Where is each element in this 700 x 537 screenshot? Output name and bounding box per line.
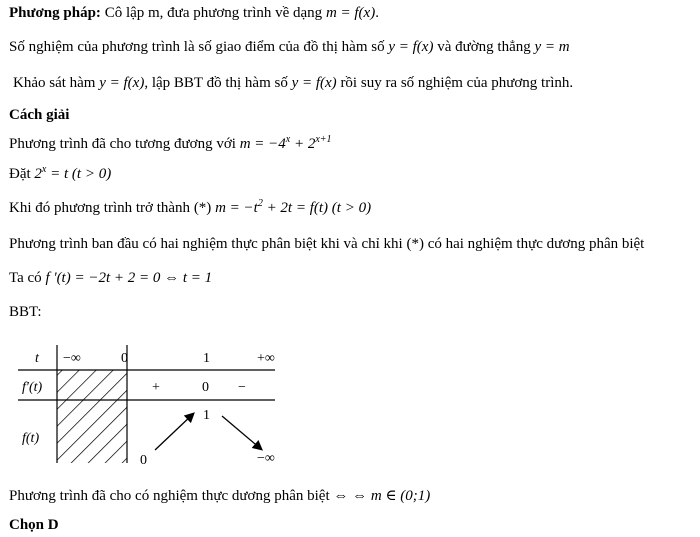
t-value-neg-inf: −∞ bbox=[63, 351, 81, 366]
equivalent-text: Phương trình đã cho tương đương với bbox=[9, 136, 240, 152]
becomes-math-a: m = −t bbox=[211, 200, 258, 216]
becomes-star: (*) bbox=[193, 200, 212, 216]
row-label-fprime: f′(t) bbox=[22, 380, 43, 395]
variation-table bbox=[0, 330, 700, 470]
f-value-zero: 0 bbox=[140, 453, 147, 468]
method-text: Cô lập m, đưa phương trình về dạng bbox=[100, 5, 326, 21]
equivalent-math-b: + 2 bbox=[290, 136, 316, 152]
t-value-zero: 0 bbox=[121, 351, 128, 366]
line-becomes bbox=[9, 198, 371, 218]
f-value-max: 1 bbox=[203, 408, 210, 423]
fprime-zero: 0 bbox=[202, 380, 209, 395]
line-intersections bbox=[9, 37, 570, 57]
equivalent-sup-a: x bbox=[285, 134, 291, 145]
becomes-sup-a: 2 bbox=[257, 198, 263, 209]
decreasing-arrow bbox=[222, 416, 261, 449]
survey-text2: , lập BBT đồ thị hàm số bbox=[144, 75, 292, 91]
f-value-neg-inf: −∞ bbox=[257, 451, 275, 466]
survey-text1: Khảo sát hàm bbox=[13, 75, 100, 91]
line-substitution bbox=[9, 164, 111, 184]
t-value-pos-inf: +∞ bbox=[257, 351, 275, 366]
conclusion-text: Phương trình đã cho có nghiệm thực dương phân biệt bbox=[9, 488, 334, 504]
line-condition bbox=[9, 234, 644, 254]
survey-math2: y = f(x) bbox=[291, 75, 337, 91]
conclusion-math: ⇔ ⇔ m ∈ (0;1) bbox=[333, 488, 431, 504]
intersections-mid: và đường thẳng bbox=[433, 39, 535, 55]
derivative-text: Ta có bbox=[9, 270, 46, 286]
method-label: Phương pháp: bbox=[9, 5, 101, 21]
becomes-text: Khi đó phương trình trở thành bbox=[9, 200, 194, 216]
substitution-math-b: = t (t > 0) bbox=[46, 166, 112, 182]
t-value-one: 1 bbox=[203, 351, 210, 366]
fprime-sign-minus: − bbox=[238, 380, 246, 395]
condition-text2: có hai nghiệm thực dương phân biệt bbox=[423, 236, 645, 252]
line-equivalent bbox=[9, 134, 332, 154]
line-method bbox=[9, 3, 379, 23]
increasing-arrow bbox=[155, 414, 193, 450]
solution-heading: Cách giải bbox=[9, 107, 70, 123]
becomes-math-b: + 2t = f(t) (t > 0) bbox=[262, 200, 372, 216]
derivative-math: f '(t) = −2t + 2 = 0 ⇔ t = 1 bbox=[45, 270, 213, 286]
hatched-region bbox=[57, 370, 127, 463]
row-label-t: t bbox=[35, 351, 39, 366]
intersections-text: Số nghiệm của phương trình là số giao điểm của đồ thị hàm số bbox=[9, 39, 389, 55]
line-survey bbox=[13, 73, 573, 93]
substitution-math-a: 2 bbox=[34, 166, 42, 182]
line-conclusion bbox=[9, 486, 430, 506]
substitution-text: Đặt bbox=[9, 166, 35, 182]
equivalent-sup-b: x+1 bbox=[315, 134, 332, 145]
line-derivative bbox=[9, 268, 212, 288]
survey-math1: y = f(x) bbox=[99, 75, 145, 91]
substitution-sup-a: x bbox=[41, 164, 47, 175]
equivalent-math-a: m = −4 bbox=[239, 136, 286, 152]
row-label-f: f(t) bbox=[22, 431, 40, 446]
intersections-math1: y = f(x) bbox=[388, 39, 434, 55]
answer-choice: Chọn D bbox=[9, 517, 59, 533]
condition-text: Phương trình ban đầu có hai nghiệm thực phân biệt khi và chỉ khi bbox=[9, 236, 407, 252]
intersections-math2: y = m bbox=[534, 39, 570, 55]
method-math: m = f(x) bbox=[325, 5, 376, 21]
bbt-label: BBT: bbox=[9, 304, 42, 320]
condition-star: (*) bbox=[406, 236, 424, 252]
method-end: . bbox=[375, 5, 379, 21]
fprime-sign-plus: + bbox=[152, 380, 160, 395]
survey-text3: rồi suy ra số nghiệm của phương trình. bbox=[336, 75, 574, 91]
